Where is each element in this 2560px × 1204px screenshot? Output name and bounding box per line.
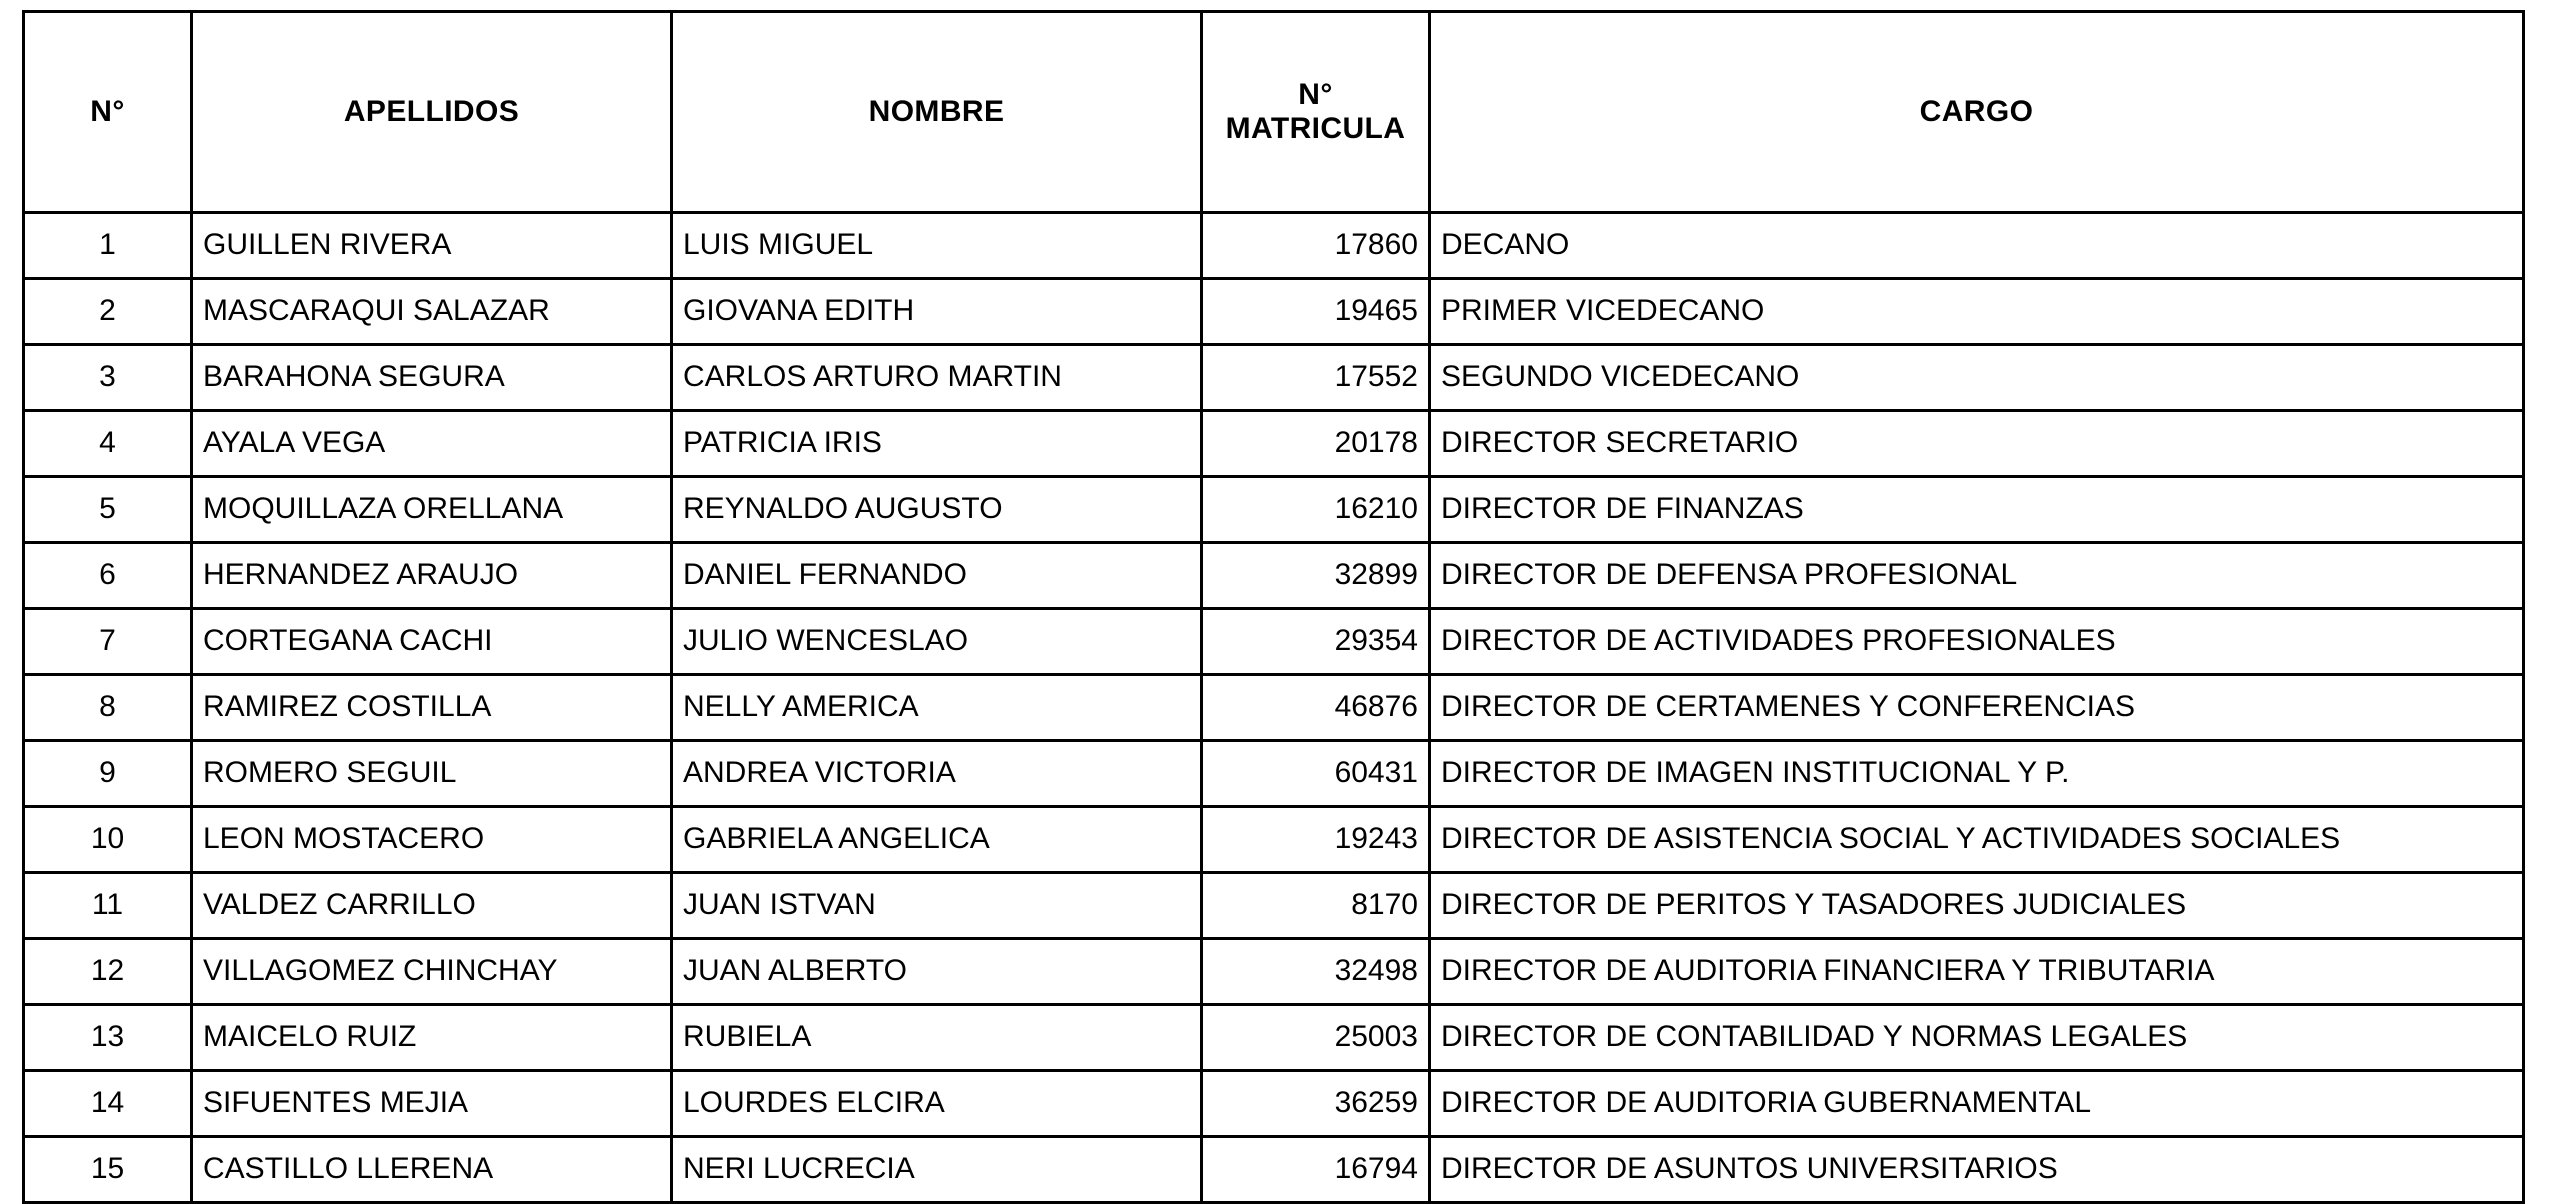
- cell-num: 2: [24, 279, 192, 345]
- cell-nom: CARLOS ARTURO MARTIN: [672, 345, 1202, 411]
- cell-mat: 60431: [1202, 741, 1430, 807]
- cell-nom: NELLY AMERICA: [672, 675, 1202, 741]
- cell-num: 10: [24, 807, 192, 873]
- column-header-line: CARGO: [1919, 94, 2034, 128]
- column-header-line: N°: [90, 94, 125, 128]
- cell-ape: VALDEZ CARRILLO: [192, 873, 672, 939]
- cell-nom: ANDREA VICTORIA: [672, 741, 1202, 807]
- cell-ape: AYALA VEGA: [192, 411, 672, 477]
- cell-nom: LOURDES ELCIRA: [672, 1071, 1202, 1137]
- column-header-line: N°: [1298, 77, 1333, 111]
- table-row: [24, 279, 2524, 345]
- cell-num: 7: [24, 609, 192, 675]
- cell-ape: HERNANDEZ ARAUJO: [192, 543, 672, 609]
- table-row: [24, 213, 2524, 279]
- cell-ape: MOQUILLAZA ORELLANA: [192, 477, 672, 543]
- cell-mat: 19465: [1202, 279, 1430, 345]
- cell-mat: 8170: [1202, 873, 1430, 939]
- column-header-line: MATRICULA: [1225, 112, 1406, 145]
- table-header: [24, 12, 2524, 213]
- cell-mat: 29354: [1202, 609, 1430, 675]
- cell-ape: CASTILLO LLERENA: [192, 1137, 672, 1203]
- cell-num: 5: [24, 477, 192, 543]
- cell-nom: GABRIELA ANGELICA: [672, 807, 1202, 873]
- cell-ape: LEON MOSTACERO: [192, 807, 672, 873]
- cell-num: 13: [24, 1005, 192, 1071]
- cell-mat: 36259: [1202, 1071, 1430, 1137]
- cell-ape: SIFUENTES MEJIA: [192, 1071, 672, 1137]
- table-row: [24, 609, 2524, 675]
- table-row: [24, 1005, 2524, 1071]
- cell-nom: PATRICIA IRIS: [672, 411, 1202, 477]
- cell-num: 8: [24, 675, 192, 741]
- cell-num: 1: [24, 213, 192, 279]
- cell-cargo: DIRECTOR DE ASUNTOS UNIVERSITARIOS: [1430, 1137, 2524, 1203]
- column-header-line: NOMBRE: [868, 94, 1005, 128]
- cell-num: 11: [24, 873, 192, 939]
- cell-nom: RUBIELA: [672, 1005, 1202, 1071]
- cell-cargo: DECANO: [1430, 213, 2524, 279]
- table-header-row: [24, 12, 2524, 213]
- cell-cargo: DIRECTOR DE PERITOS Y TASADORES JUDICIALES: [1430, 873, 2524, 939]
- table-row: [24, 741, 2524, 807]
- cell-mat: 16794: [1202, 1137, 1430, 1203]
- cell-ape: VILLAGOMEZ CHINCHAY: [192, 939, 672, 1005]
- cell-nom: DANIEL FERNANDO: [672, 543, 1202, 609]
- cell-cargo: DIRECTOR SECRETARIO: [1430, 411, 2524, 477]
- cell-num: 12: [24, 939, 192, 1005]
- cell-ape: BARAHONA SEGURA: [192, 345, 672, 411]
- cell-mat: 32498: [1202, 939, 1430, 1005]
- cell-cargo: DIRECTOR DE AUDITORIA FINANCIERA Y TRIBUTARIA: [1430, 939, 2524, 1005]
- cell-cargo: DIRECTOR DE CONTABILIDAD Y NORMAS LEGALES: [1430, 1005, 2524, 1071]
- table-row: [24, 873, 2524, 939]
- cell-nom: LUIS MIGUEL: [672, 213, 1202, 279]
- cell-num: 3: [24, 345, 192, 411]
- cell-nom: JUAN ALBERTO: [672, 939, 1202, 1005]
- column-header-label: [31, 95, 184, 130]
- column-header-mat: [1202, 12, 1430, 213]
- column-header-cargo: [1430, 12, 2524, 213]
- cell-mat: 20178: [1202, 411, 1430, 477]
- table-row: [24, 939, 2524, 1005]
- cell-nom: NERI LUCRECIA: [672, 1137, 1202, 1203]
- cell-cargo: DIRECTOR DE CERTAMENES Y CONFERENCIAS: [1430, 675, 2524, 741]
- cell-nom: REYNALDO AUGUSTO: [672, 477, 1202, 543]
- cell-ape: RAMIREZ COSTILLA: [192, 675, 672, 741]
- cell-nom: GIOVANA EDITH: [672, 279, 1202, 345]
- cell-nom: JUAN ISTVAN: [672, 873, 1202, 939]
- column-header-num: [24, 12, 192, 213]
- cell-ape: CORTEGANA CACHI: [192, 609, 672, 675]
- cell-mat: 17860: [1202, 213, 1430, 279]
- cell-ape: GUILLEN RIVERA: [192, 213, 672, 279]
- column-header-line: APELLIDOS: [343, 94, 520, 128]
- column-header-label: [1209, 78, 1422, 147]
- cell-num: 6: [24, 543, 192, 609]
- table-row: [24, 1137, 2524, 1203]
- table-row: [24, 345, 2524, 411]
- cell-cargo: DIRECTOR DE IMAGEN INSTITUCIONAL Y P.: [1430, 741, 2524, 807]
- cell-num: 9: [24, 741, 192, 807]
- cell-cargo: DIRECTOR DE ACTIVIDADES PROFESIONALES: [1430, 609, 2524, 675]
- table-row: [24, 1071, 2524, 1137]
- cell-num: 15: [24, 1137, 192, 1203]
- column-header-label: [1437, 95, 2516, 130]
- cell-ape: MASCARAQUI SALAZAR: [192, 279, 672, 345]
- cell-mat: 25003: [1202, 1005, 1430, 1071]
- column-header-ape: [192, 12, 672, 213]
- cell-cargo: DIRECTOR DE DEFENSA PROFESIONAL: [1430, 543, 2524, 609]
- cell-mat: 46876: [1202, 675, 1430, 741]
- directory-table: [22, 10, 2525, 1204]
- table-body: [24, 213, 2524, 1203]
- cell-ape: ROMERO SEGUIL: [192, 741, 672, 807]
- column-header-label: [199, 95, 664, 130]
- cell-mat: 17552: [1202, 345, 1430, 411]
- cell-mat: 16210: [1202, 477, 1430, 543]
- cell-ape: MAICELO RUIZ: [192, 1005, 672, 1071]
- table-row: [24, 807, 2524, 873]
- cell-num: 4: [24, 411, 192, 477]
- cell-num: 14: [24, 1071, 192, 1137]
- table-row: [24, 411, 2524, 477]
- cell-cargo: PRIMER VICEDECANO: [1430, 279, 2524, 345]
- column-header-label: [679, 95, 1194, 130]
- cell-cargo: DIRECTOR DE ASISTENCIA SOCIAL Y ACTIVIDADES SOCIALES: [1430, 807, 2524, 873]
- column-header-nom: [672, 12, 1202, 213]
- table-row: [24, 543, 2524, 609]
- cell-mat: 19243: [1202, 807, 1430, 873]
- cell-mat: 32899: [1202, 543, 1430, 609]
- cell-nom: JULIO WENCESLAO: [672, 609, 1202, 675]
- cell-cargo: DIRECTOR DE FINANZAS: [1430, 477, 2524, 543]
- cell-cargo: DIRECTOR DE AUDITORIA GUBERNAMENTAL: [1430, 1071, 2524, 1137]
- table-row: [24, 675, 2524, 741]
- cell-cargo: SEGUNDO VICEDECANO: [1430, 345, 2524, 411]
- table-row: [24, 477, 2524, 543]
